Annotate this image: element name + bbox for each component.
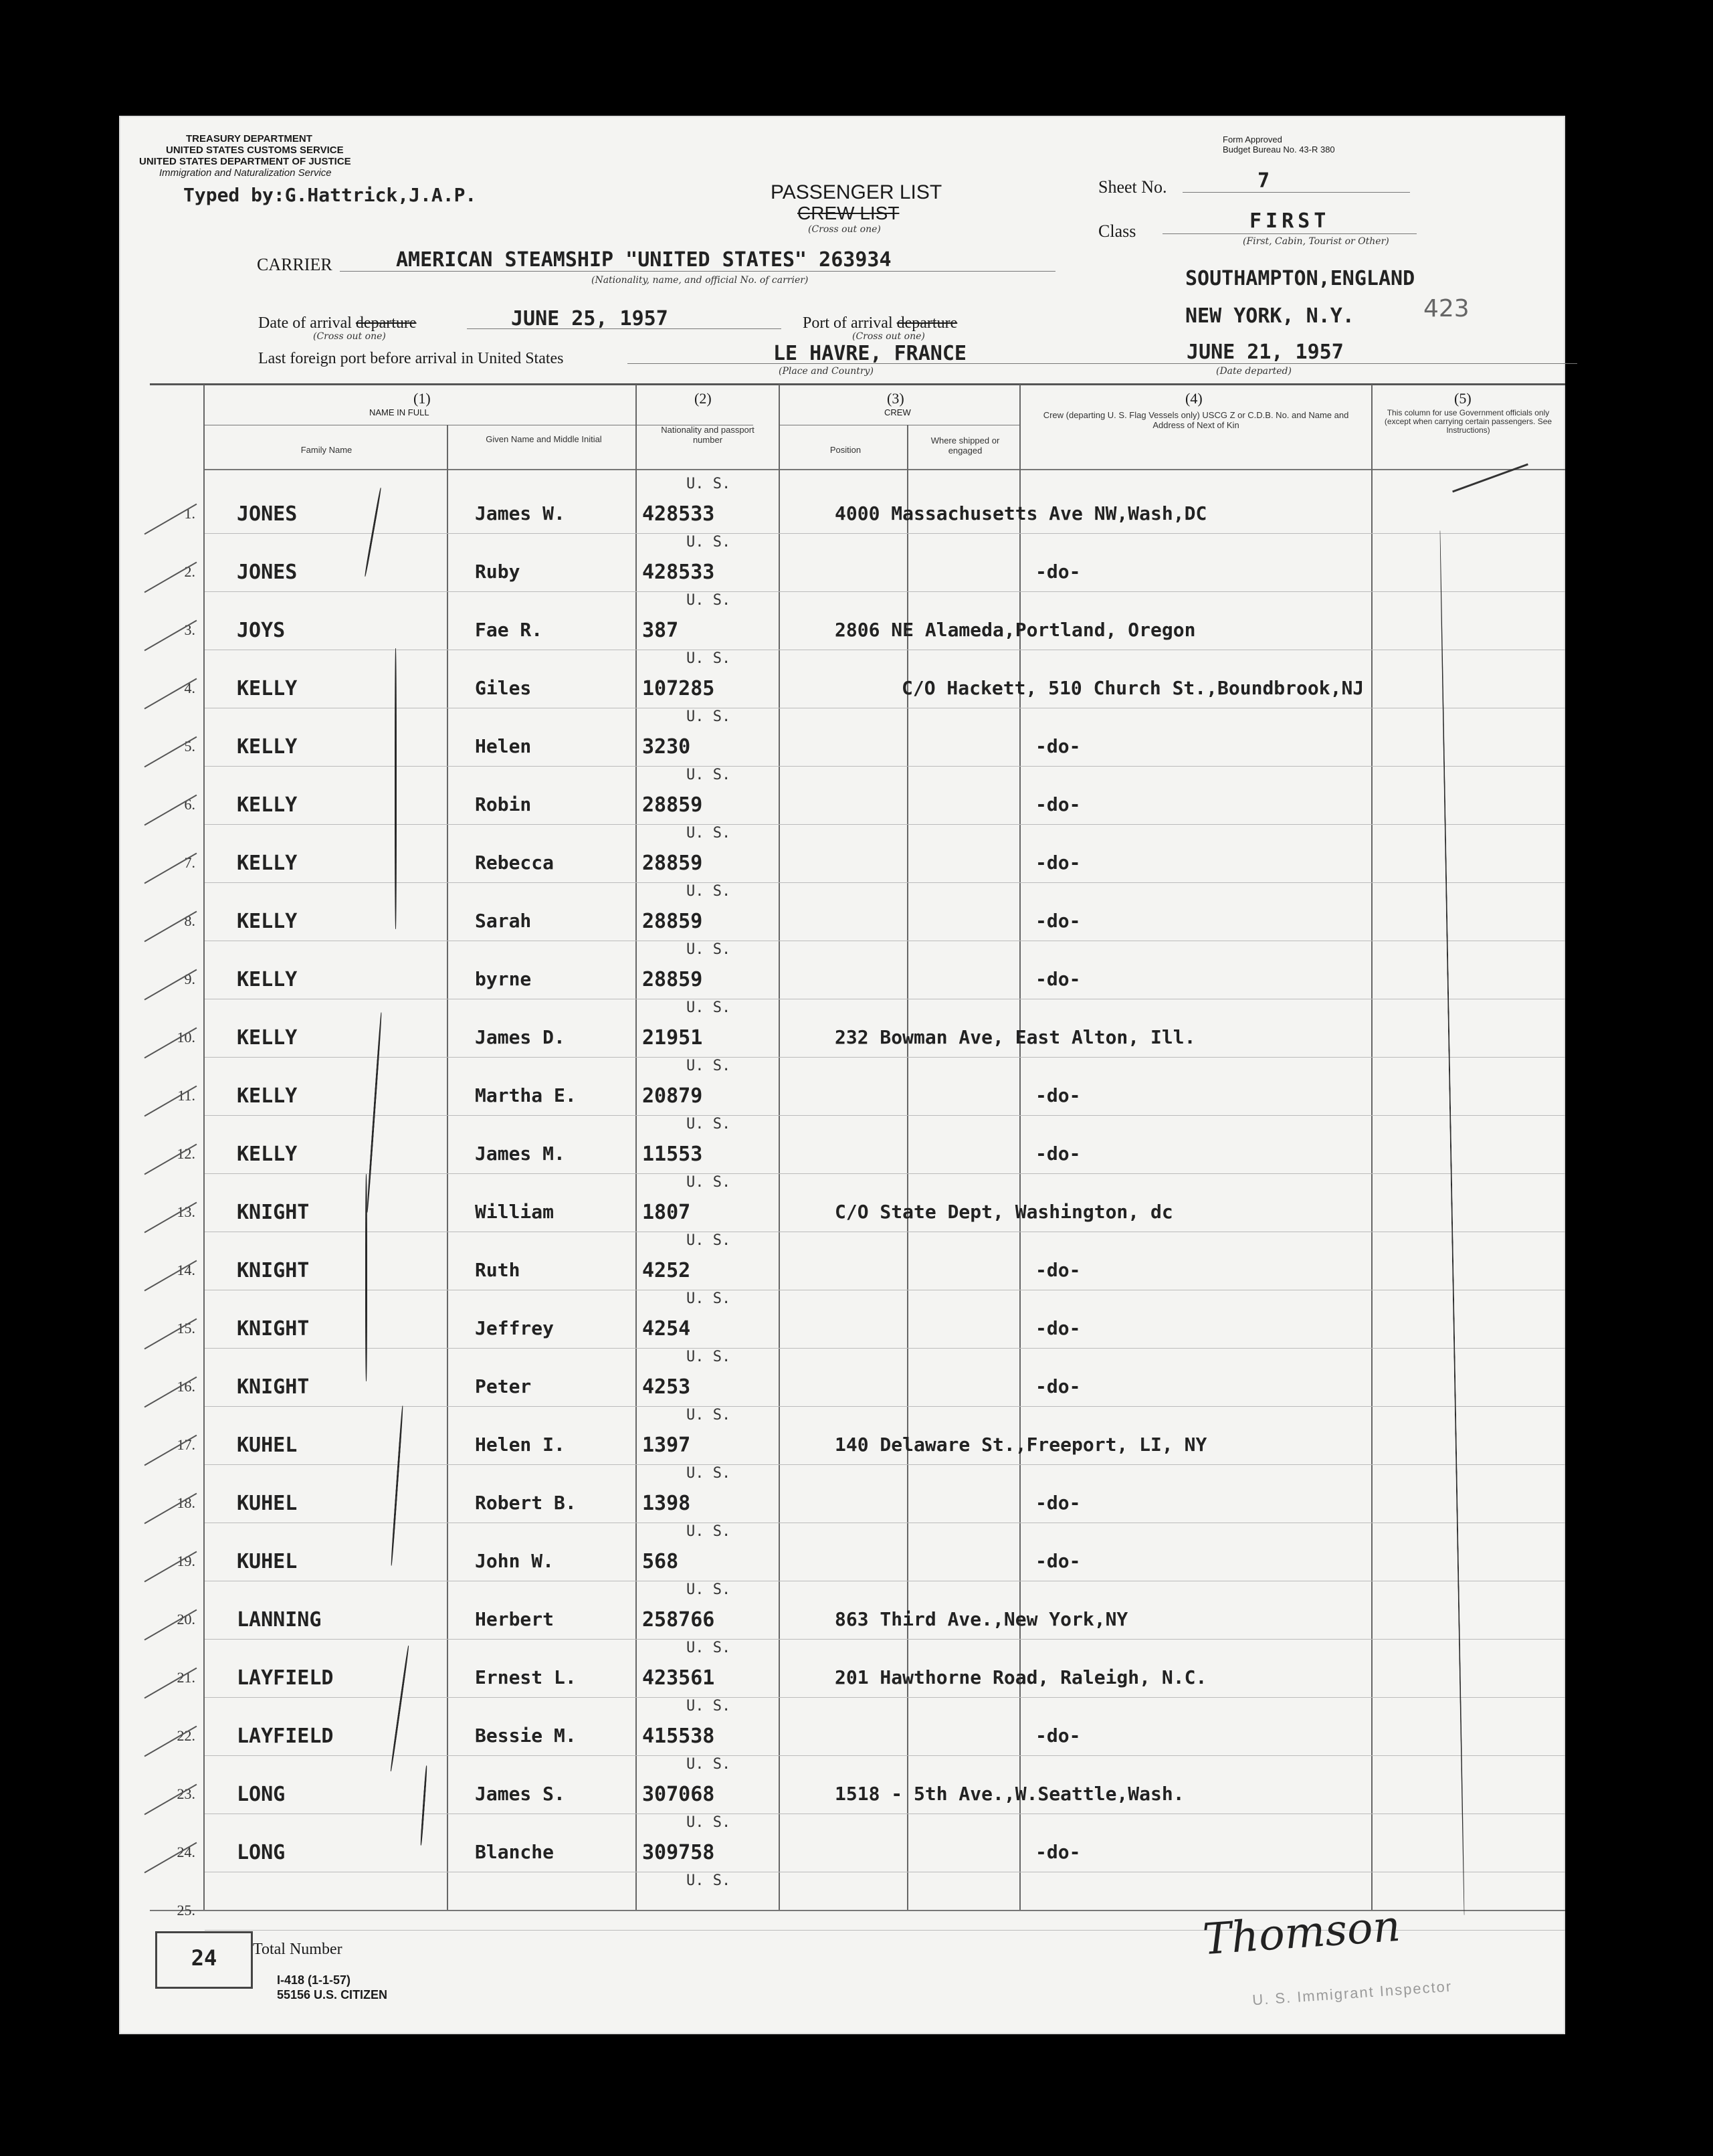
given-name: Ruth: [475, 1259, 520, 1281]
nationality: U. S.: [686, 1174, 731, 1191]
nationality: U. S.: [686, 1349, 731, 1365]
row-divider: [205, 1406, 1565, 1407]
inspector-stamp: U. S. Immigrant Inspector: [1251, 1977, 1453, 2009]
port-label-text: Port of arrival: [803, 314, 893, 332]
next-of-kin-address: -do-: [1035, 1492, 1081, 1514]
passport-number: 28859: [642, 852, 703, 875]
next-of-kin-address: -do-: [1035, 561, 1081, 583]
next-of-kin-address: -do-: [1035, 1084, 1081, 1106]
row-divider: [205, 1348, 1565, 1349]
row-number: 3.: [184, 621, 195, 638]
row-number: 15.: [177, 1320, 195, 1337]
row-number: 20.: [177, 1611, 195, 1628]
departure-port: SOUTHAMPTON,ENGLAND: [1185, 267, 1415, 290]
col-header-name-in-full: NAME IN FULL: [369, 407, 429, 417]
form-approved-line: Form Approved: [1223, 134, 1282, 144]
nationality: U. S.: [686, 767, 731, 783]
inspector-signature: Thomson: [1201, 1901, 1402, 1965]
nationality: U. S.: [686, 1640, 731, 1656]
form-code-line: 55156 U.S. CITIZEN: [277, 1988, 388, 2001]
title-crossed: CREW LIST: [797, 203, 900, 223]
row-number: 21.: [177, 1669, 195, 1686]
row-number: 8.: [184, 912, 195, 929]
given-name: Helen I.: [475, 1434, 565, 1456]
passport-number: 28859: [642, 793, 703, 817]
agency-line: Immigration and Naturalization Service: [159, 167, 332, 179]
given-name: byrne: [475, 968, 532, 990]
agency-line: UNITED STATES DEPARTMENT OF JUSTICE: [139, 156, 351, 167]
given-name: Rebecca: [475, 852, 555, 874]
nationality: U. S.: [686, 883, 731, 900]
form-approved-line: Budget Bureau No. 43-R 380: [1223, 144, 1335, 155]
port-crossed: departure: [896, 314, 958, 332]
port-value: NEW YORK, N.Y.: [1185, 304, 1354, 328]
next-of-kin-address: 201 Hawthorne Road, Raleigh, N.C.: [835, 1666, 1207, 1688]
family-name: KUHEL: [237, 1434, 298, 1457]
family-name: KUHEL: [237, 1550, 298, 1573]
row-number: 19.: [177, 1553, 195, 1569]
passport-number: 4253: [642, 1375, 691, 1399]
nationality: U. S.: [686, 1698, 731, 1714]
row-number: 4.: [184, 680, 195, 696]
passport-number: 21951: [642, 1026, 703, 1050]
row-number: 16.: [177, 1378, 195, 1395]
total-number-box: [155, 1931, 253, 1989]
row-divider: [205, 1115, 1565, 1116]
nationality: U. S.: [686, 592, 731, 609]
class-hint: (First, Cabin, Tourist or Other): [1243, 236, 1389, 247]
table-top-border: [150, 383, 1565, 385]
col-header-number: (2): [694, 390, 712, 407]
given-name: Ernest L.: [475, 1666, 577, 1688]
passport-number: 428533: [642, 561, 715, 584]
total-label: Total Number: [253, 1941, 342, 1958]
family-name: LAYFIELD: [237, 1666, 334, 1690]
family-name: JONES: [237, 502, 298, 526]
col-header-number: (4): [1185, 390, 1203, 407]
given-name: Jeffrey: [475, 1317, 555, 1339]
row-number: 13.: [177, 1203, 195, 1220]
family-name: KELLY: [237, 677, 298, 700]
nationality: U. S.: [686, 999, 731, 1016]
class-value: FIRST: [1249, 209, 1330, 233]
page-title: PASSENGER LIST: [771, 181, 942, 203]
col-header-given-name: Given Name and Middle Initial: [486, 434, 602, 444]
passport-number: 1807: [642, 1201, 691, 1224]
row-divider: [205, 1057, 1565, 1058]
next-of-kin-address: -do-: [1035, 1259, 1081, 1281]
arrival-label: [258, 314, 417, 332]
nationality: U. S.: [686, 1523, 731, 1540]
form-code: [277, 1973, 387, 2002]
given-name: James M.: [475, 1143, 565, 1165]
row-number: 22.: [177, 1727, 195, 1744]
row-number: 23.: [177, 1785, 195, 1802]
row-divider: [205, 1464, 1565, 1465]
agency-header: [139, 133, 351, 179]
arrival-crossed: departure: [355, 314, 417, 332]
row-divider: [205, 1173, 1565, 1174]
next-of-kin-address: -do-: [1035, 1317, 1081, 1339]
family-name: KELLY: [237, 1143, 298, 1166]
family-name: KNIGHT: [237, 1317, 310, 1341]
row-number: 5.: [184, 738, 195, 755]
port-label: [803, 314, 957, 332]
family-name: KNIGHT: [237, 1201, 310, 1224]
passport-number: 309758: [642, 1841, 715, 1864]
passport-number: 11553: [642, 1143, 703, 1166]
passport-number: 428533: [642, 502, 715, 526]
passport-number: 568: [642, 1550, 679, 1573]
col-header-crew: CREW: [884, 407, 911, 417]
row-divider: [205, 533, 1565, 534]
row-divider: [205, 1755, 1565, 1756]
family-name: KELLY: [237, 1084, 298, 1108]
cross-out-hint: (Cross out one): [808, 224, 881, 235]
nationality: U. S.: [686, 1407, 731, 1424]
given-name: Bessie M.: [475, 1725, 577, 1747]
sheet-label: Sheet No.: [1098, 177, 1167, 197]
row-number: 10.: [177, 1029, 195, 1046]
given-name: Fae R.: [475, 619, 543, 641]
nationality: U. S.: [686, 1814, 731, 1831]
agency-line: UNITED STATES CUSTOMS SERVICE: [166, 144, 344, 156]
given-name: James S.: [475, 1783, 565, 1805]
family-name: KNIGHT: [237, 1259, 310, 1282]
given-name: Ruby: [475, 561, 520, 583]
carrier-label: CARRIER: [257, 255, 332, 274]
nationality: U. S.: [686, 1058, 731, 1074]
family-name: KELLY: [237, 1026, 298, 1050]
total-number: 24: [191, 1945, 217, 1971]
next-of-kin-address: 140 Delaware St.,Freeport, LI, NY: [835, 1434, 1207, 1456]
nationality: U. S.: [686, 1290, 731, 1307]
next-of-kin-address: C/O State Dept, Washington, dc: [835, 1201, 1173, 1223]
row-number: 14.: [177, 1262, 195, 1278]
given-name: James D.: [475, 1026, 565, 1048]
stamp-number: 423: [1423, 295, 1470, 322]
col-header-family-name: Family Name: [300, 445, 352, 455]
next-of-kin-address: -do-: [1035, 852, 1081, 874]
next-of-kin-address: 863 Third Ave.,New York,NY: [835, 1608, 1128, 1630]
form-approved: [1223, 134, 1335, 155]
last-port-label: Last foreign port before arrival in United States: [258, 350, 564, 367]
row-number: 6.: [184, 796, 195, 813]
family-name: LANNING: [237, 1608, 322, 1632]
given-name: Helen: [475, 735, 532, 757]
next-of-kin-address: -do-: [1035, 1725, 1081, 1747]
given-name: Giles: [475, 677, 532, 699]
passenger-list-form: [119, 116, 1565, 2034]
row-number: 18.: [177, 1494, 195, 1511]
arrival-label-text: Date of arrival: [258, 314, 352, 332]
arrival-date: JUNE 25, 1957: [511, 307, 668, 330]
col-header-number: (3): [887, 390, 904, 407]
nationality: U. S.: [686, 534, 731, 551]
given-name: Sarah: [475, 910, 532, 932]
date-departed-hint: (Date departed): [1216, 366, 1292, 377]
passport-number: 4252: [642, 1259, 691, 1282]
nationality: U. S.: [686, 825, 731, 842]
cross-out-hint: (Cross out one): [313, 331, 386, 342]
nationality: U. S.: [686, 941, 731, 958]
family-name: LAYFIELD: [237, 1725, 334, 1748]
agency-line: TREASURY DEPARTMENT: [186, 133, 312, 144]
row-number: 24.: [177, 1844, 195, 1860]
family-name: KELLY: [237, 852, 298, 875]
nationality: U. S.: [686, 1872, 731, 1889]
next-of-kin-address: -do-: [1035, 1550, 1081, 1572]
given-name: William: [475, 1201, 555, 1223]
passport-number: 307068: [642, 1783, 715, 1806]
family-name: JOYS: [237, 619, 286, 642]
passport-number: 20879: [642, 1084, 703, 1108]
next-of-kin-address: -do-: [1035, 910, 1081, 932]
row-divider: [205, 591, 1565, 592]
passport-number: 4254: [642, 1317, 691, 1341]
cross-out-hint: (Cross out one): [852, 331, 925, 342]
nationality: U. S.: [686, 1465, 731, 1482]
given-name: James W.: [475, 502, 565, 524]
col-header-nationality: Nationality and passport number: [661, 425, 754, 445]
carrier-value: AMERICAN STEAMSHIP "UNITED STATES" 263934: [396, 248, 892, 272]
next-of-kin-address: -do-: [1035, 1375, 1081, 1397]
passport-number: 258766: [642, 1608, 715, 1632]
sheet-number: 7: [1257, 169, 1270, 193]
nationality: U. S.: [686, 1232, 731, 1249]
row-number: 2.: [184, 563, 195, 580]
family-name: KNIGHT: [237, 1375, 310, 1399]
row-number: 17.: [177, 1436, 195, 1453]
place-country-hint: (Place and Country): [779, 366, 874, 377]
form-code-line: I-418 (1-1-57): [277, 1973, 351, 1987]
col-header-position: Position: [829, 445, 862, 455]
row-number: 1.: [184, 505, 195, 522]
row-number: 11.: [177, 1087, 195, 1104]
row-number: 7.: [184, 854, 195, 871]
col-header-government-use: This column for use Government officials only (except when carrying certain passengers. See Instructions): [1384, 408, 1552, 435]
next-of-kin-address: 2806 NE Alameda,Portland, Oregon: [835, 619, 1196, 641]
row-number: 12.: [177, 1145, 195, 1162]
passport-number: 3230: [642, 735, 691, 759]
next-of-kin-address: -do-: [1035, 793, 1081, 815]
typed-by: Typed by:G.Hattrick,J.A.P.: [183, 184, 477, 206]
next-of-kin-address: -do-: [1035, 1143, 1081, 1165]
family-name: LONG: [237, 1783, 286, 1806]
nationality: U. S.: [686, 476, 731, 492]
nationality: U. S.: [686, 650, 731, 667]
next-of-kin-address: 4000 Massachusetts Ave NW,Wash,DC: [835, 502, 1207, 524]
given-name: Herbert: [475, 1608, 555, 1630]
next-of-kin-address: -do-: [1035, 968, 1081, 990]
family-name: KELLY: [237, 968, 298, 991]
family-name: KELLY: [237, 735, 298, 759]
row-number: 25.: [177, 1902, 195, 1919]
family-name: KELLY: [237, 793, 298, 817]
given-name: John W.: [475, 1550, 555, 1572]
given-name: Peter: [475, 1375, 532, 1397]
col-header-number: (1): [413, 390, 431, 407]
next-of-kin-address: 1518 - 5th Ave.,W.Seattle,Wash.: [835, 1783, 1185, 1805]
passport-number: 415538: [642, 1725, 715, 1748]
row-number: 9.: [184, 971, 195, 987]
next-of-kin-address: -do-: [1035, 1841, 1081, 1863]
row-divider: [205, 1639, 1565, 1640]
passport-number: 423561: [642, 1666, 715, 1690]
passport-number: 28859: [642, 968, 703, 991]
last-port-value: LE HAVRE, FRANCE: [773, 342, 967, 365]
family-name: KUHEL: [237, 1492, 298, 1515]
passport-number: 28859: [642, 910, 703, 933]
given-name: Martha E.: [475, 1084, 577, 1106]
nationality: U. S.: [686, 1116, 731, 1133]
carrier-hint: (Nationality, name, and official No. of carrier): [591, 275, 809, 286]
nationality: U. S.: [686, 1581, 731, 1598]
family-name: JONES: [237, 561, 298, 584]
col-header-where-shipped: Where shipped or engaged: [930, 435, 1000, 456]
family-name: KELLY: [237, 910, 298, 933]
passport-number: 1397: [642, 1434, 691, 1457]
next-of-kin-address: -do-: [1035, 735, 1081, 757]
row-divider: [205, 766, 1565, 767]
passport-number: 1398: [642, 1492, 691, 1515]
nationality: U. S.: [686, 1756, 731, 1773]
family-name: LONG: [237, 1841, 286, 1864]
passport-number: 387: [642, 619, 679, 642]
row-divider: [205, 824, 1565, 825]
col-header-crew-next-of-kin: Crew (departing U. S. Flag Vessels only) USCG Z or C.D.B. No. and Name and Address of Next of Kin: [1043, 410, 1349, 430]
next-of-kin-address: 232 Bowman Ave, East Alton, Ill.: [835, 1026, 1196, 1048]
nationality: U. S.: [686, 708, 731, 725]
given-name: Blanche: [475, 1841, 555, 1863]
next-of-kin-address: C/O Hackett, 510 Church St.,Boundbrook,NJ: [902, 677, 1365, 699]
given-name: Robert B.: [475, 1492, 577, 1514]
class-label: Class: [1098, 221, 1136, 241]
col-header-number: (5): [1454, 390, 1472, 407]
given-name: Robin: [475, 793, 532, 815]
passport-number: 107285: [642, 677, 715, 700]
row-divider: [205, 882, 1565, 883]
header-bottom-border: [203, 469, 1565, 470]
date-departed: JUNE 21, 1957: [1187, 340, 1344, 364]
row-divider: [205, 1697, 1565, 1698]
